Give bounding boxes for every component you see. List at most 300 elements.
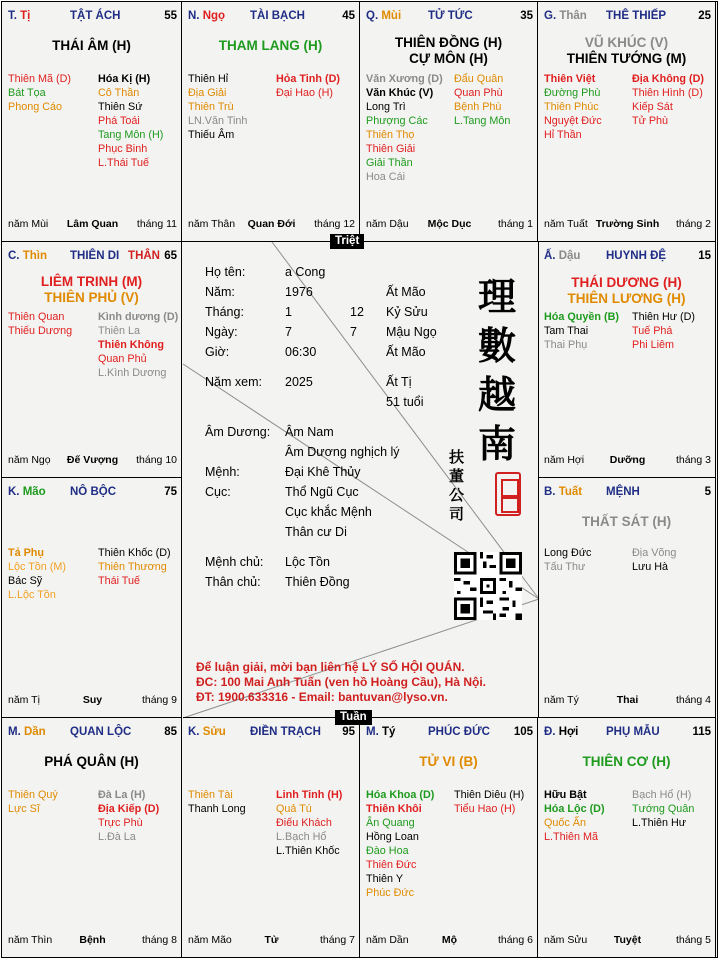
earthly-branch: Dậu: [558, 250, 581, 262]
palace-cell[interactable]: [182, 718, 360, 958]
minor-star: Tướng Quân: [632, 803, 695, 815]
menh-label: Mệnh:: [205, 465, 240, 479]
palace-stage: Mộ: [441, 934, 458, 946]
hour-lunar: Ất Mão: [386, 345, 426, 359]
contact-info: [196, 660, 536, 705]
minor-star: Đường Phù: [544, 87, 601, 99]
palace-position: [544, 250, 580, 262]
earthly-branch: Tị: [20, 10, 31, 22]
palace-month: tháng 9: [141, 694, 177, 706]
horoscope-chart: [1, 1, 718, 958]
minor-star: Quốc Ấn: [544, 817, 587, 829]
minor-star: Quan Phủ: [98, 353, 147, 365]
minor-star: Long Đức: [544, 547, 592, 559]
palace-position: [8, 10, 30, 22]
palace-year: năm Tị: [8, 694, 40, 706]
palace-header: [544, 726, 711, 742]
minor-stars-right: [98, 310, 178, 380]
triet-marker: Triệt: [330, 234, 364, 249]
palace-footer: [366, 934, 533, 948]
palace-footer: [8, 694, 177, 708]
minor-star: Địa Không (D): [632, 73, 704, 85]
callig-char-3: 越: [477, 372, 516, 417]
minor-star: Thiên Khốc (D): [98, 547, 171, 559]
main-stars: [2, 754, 181, 770]
palace-stage: Mộc Dục: [427, 218, 472, 230]
minor-star: Tuế Phá: [632, 325, 673, 337]
palace-position: [8, 486, 46, 498]
minor-star: Thiên Phúc: [544, 101, 599, 113]
palace-month: tháng 11: [136, 218, 177, 230]
palace-cell[interactable]: [2, 242, 182, 478]
minor-star: Trực Phù: [98, 817, 143, 829]
minor-stars-right: [454, 788, 524, 816]
month-lunar-number: 12: [350, 305, 364, 319]
minor-star: Thái Tuế: [98, 575, 141, 587]
hour-value: 06:30: [285, 345, 317, 359]
palace-footer: [8, 934, 177, 948]
palace-footer: [8, 218, 177, 232]
minor-star: Thiên Mã (D): [8, 73, 71, 85]
minor-star: Phượng Các: [366, 115, 428, 127]
palace-footer: [544, 454, 711, 468]
heavenly-stem: K.: [188, 726, 200, 738]
minor-stars-right: [276, 788, 342, 858]
earthly-branch: Ngọ: [202, 10, 226, 22]
minor-stars-left: [544, 546, 591, 574]
main-stars: [2, 38, 181, 54]
minor-star: Địa Võng: [632, 547, 677, 559]
palace-month: tháng 4: [675, 694, 711, 706]
main-stars: [360, 35, 537, 67]
minor-star: Địa Giải: [188, 87, 227, 99]
seal-side-text: 扶董公司: [449, 448, 465, 523]
age-text: 51 tuổi: [386, 395, 424, 409]
minor-star: Thiên Đức: [366, 859, 417, 871]
minor-stars-right: [98, 788, 159, 844]
palace-header: [8, 250, 177, 266]
minor-star: L.Thiên Khốc: [276, 845, 340, 857]
palace-position: [544, 10, 587, 22]
heavenly-stem: B.: [544, 486, 556, 498]
minor-star: Tử Phù: [632, 115, 669, 127]
minor-star: Kiếp Sát: [632, 101, 673, 113]
palace-age: 5: [704, 486, 711, 498]
main-star: CỰ MÔN (H): [409, 51, 488, 66]
month-lunar: Kỷ Sửu: [386, 305, 428, 319]
minor-star: Bác Sỹ: [8, 575, 43, 587]
palace-footer: [188, 218, 355, 232]
day-solar: 7: [285, 325, 292, 339]
main-stars: [182, 38, 359, 54]
minor-star: Linh Tinh (H): [276, 789, 343, 801]
earthly-branch: Dần: [23, 726, 46, 738]
cuc-note: Cục khắc Mệnh: [285, 505, 372, 519]
palace-age: 55: [164, 10, 177, 22]
heavenly-stem: K.: [8, 486, 20, 498]
qr-code-icon[interactable]: [454, 552, 522, 620]
view-year-label: Năm xem:: [205, 375, 262, 389]
palace-cell[interactable]: [360, 718, 538, 958]
palace-header: [8, 726, 177, 742]
minor-star: Thiên Thương: [98, 561, 167, 573]
minor-star: Phong Cáo: [8, 101, 63, 113]
main-stars: [538, 35, 715, 67]
palace-cell[interactable]: [538, 242, 716, 478]
minor-star: Thiên Quý: [8, 789, 58, 801]
palace-age: 35: [520, 10, 533, 22]
palace-cell[interactable]: [2, 718, 182, 958]
palace-year: năm Tuất: [544, 218, 588, 230]
year-lunar: Ất Mão: [386, 285, 426, 299]
minor-star: Kình dương (D): [98, 311, 179, 323]
palace-age: 95: [342, 726, 355, 738]
heavenly-stem: Đ.: [544, 726, 556, 738]
palace-stage: Trường Sinh: [595, 218, 660, 230]
heavenly-stem: Ấ.: [544, 250, 556, 262]
earthly-branch: Hợi: [558, 726, 579, 738]
minor-star: Văn Khúc (V): [366, 87, 434, 99]
minor-star: Bạch Hổ (H): [632, 789, 692, 801]
minor-star: Thiên Thọ: [366, 129, 415, 141]
palace-month: tháng 2: [675, 218, 711, 230]
palace-name: TẬT ÁCH: [70, 10, 121, 22]
minor-star: L.Tang Môn: [454, 115, 511, 127]
palace-stage: Tuyệt: [613, 934, 642, 946]
palace-year: năm Mão: [188, 934, 232, 946]
main-star: THẤT SÁT (H): [581, 514, 672, 529]
minor-stars-right: [632, 72, 704, 128]
palace-age: 65: [164, 250, 177, 262]
palace-name: PHỤ MẪU: [606, 726, 660, 738]
callig-char-1: 理: [477, 274, 516, 319]
palace-stage: Bệnh: [79, 934, 106, 946]
main-star: THIÊN PHỦ (V): [44, 290, 139, 305]
year-label: Năm:: [205, 285, 235, 299]
minor-stars-left: [544, 310, 619, 352]
heavenly-stem: N.: [188, 10, 200, 22]
minor-star: Long Trì: [366, 101, 406, 113]
minor-stars-left: [366, 72, 443, 184]
palace-footer: [188, 934, 355, 948]
than-chu-label: Thân chủ:: [205, 575, 261, 589]
minor-star: Thai Phụ: [544, 339, 588, 351]
palace-age: 115: [692, 726, 711, 738]
minor-star: Địa Kiếp (D): [98, 803, 160, 815]
palace-age: 45: [342, 10, 355, 22]
minor-star: Tiểu Hao (H): [454, 803, 516, 815]
month-solar: 1: [285, 305, 292, 319]
main-star: VŨ KHÚC (V): [584, 35, 669, 50]
minor-star: Thiên Y: [366, 873, 404, 885]
earthly-branch: Sửu: [202, 726, 226, 738]
minor-stars-left: [8, 788, 58, 816]
minor-star: Tam Thai: [544, 325, 589, 337]
center-panel: [183, 242, 539, 718]
heavenly-stem: C.: [8, 250, 20, 262]
minor-star: Thiên Tài: [188, 789, 233, 801]
minor-star: Hóa Quyền (B): [544, 311, 619, 323]
palace-year: năm Sửu: [544, 934, 588, 946]
minor-stars-right: [276, 72, 340, 100]
minor-star: Đà La (H): [98, 789, 146, 801]
main-star: THIÊN ĐỒNG (H): [394, 35, 503, 50]
palace-name: HUYNH ĐỆ: [606, 250, 667, 262]
minor-star: Phá Toái: [98, 115, 140, 127]
minor-star: Phúc Đức: [366, 887, 415, 899]
minor-star: Thiên Trù: [188, 101, 234, 113]
palace-position: [188, 10, 225, 22]
minor-stars-right: [98, 546, 171, 588]
minor-star: Hóa Khoa (D): [366, 789, 435, 801]
minor-star: Thiên Sứ: [98, 101, 143, 113]
palace-cell[interactable]: [2, 2, 182, 242]
amduong-note: Âm Dương nghịch lý: [285, 445, 400, 459]
palace-stage: Lâm Quan: [66, 218, 119, 230]
earthly-branch: Thân: [559, 10, 587, 22]
contact-line-1: Để luận giải, mời bạn liên hệ LÝ SỐ HỘI QUÁN.: [196, 660, 465, 674]
minor-star: Phục Binh: [98, 143, 148, 155]
minor-stars-right: [454, 72, 510, 128]
minor-star: L.Thiên Hư: [632, 817, 687, 829]
minor-star: Thiên La: [98, 325, 141, 337]
palace-name: QUAN LỘC: [70, 726, 132, 738]
palace-header: [8, 486, 177, 502]
minor-star: Lưu Hà: [632, 561, 669, 573]
palace-age: 105: [513, 726, 533, 738]
minor-star: L.Thái Tuế: [98, 157, 150, 169]
main-star: THAM LANG (H): [218, 38, 323, 53]
minor-star: Bát Tọa: [8, 87, 46, 99]
palace-header: [366, 726, 533, 742]
minor-star: LN.Văn Tinh: [188, 115, 248, 127]
minor-star: Thiếu Âm: [188, 129, 235, 141]
main-star: THIÊN TƯỚNG (M): [566, 51, 687, 66]
minor-star: Thiên Khôi: [366, 803, 422, 815]
palace-month: tháng 12: [314, 218, 355, 230]
cuc-value: Thổ Ngũ Cục: [285, 485, 359, 499]
palace-header: [366, 10, 533, 26]
heavenly-stem: Q.: [366, 10, 379, 22]
palace-year: năm Hợi: [544, 454, 585, 466]
palace-footer: [544, 218, 711, 232]
minor-star: Nguyệt Đức: [544, 115, 602, 127]
contact-line-3: ĐT: 1900.633316 - Email: bantuvan@lyso.vn.: [196, 690, 448, 704]
palace-month: tháng 1: [497, 218, 533, 230]
minor-star: Thanh Long: [188, 803, 246, 815]
minor-star: Thiên Diêu (H): [454, 789, 525, 801]
day-lunar: Mậu Ngọ: [386, 325, 437, 339]
palace-stage: Quan Đới: [247, 218, 296, 230]
palace-month: tháng 10: [136, 454, 177, 466]
minor-star: Thiên Quan: [8, 311, 65, 323]
minor-stars-left: [544, 788, 605, 844]
day-lunar-number: 7: [350, 325, 357, 339]
main-star: THIÊN LƯƠNG (H): [567, 291, 686, 306]
minor-star: Hồng Loan: [366, 831, 419, 843]
palace-name: MỆNH: [606, 486, 640, 498]
minor-star: Hữu Bật: [544, 789, 587, 801]
view-year-lunar: Ất Tị: [386, 375, 412, 389]
minor-star: Văn Xương (D): [366, 73, 443, 85]
minor-star: Đẩu Quân: [454, 73, 504, 85]
palace-name: NÔ BỘC: [70, 486, 116, 498]
palace-name: THÊ THIẾP: [606, 10, 667, 22]
tuan-marker: Tuần: [335, 710, 372, 725]
minor-star: Hoa Cái: [366, 171, 406, 183]
minor-star: Hỏa Tinh (D): [276, 73, 340, 85]
minor-star: Điếu Khách: [276, 817, 332, 829]
palace-cell[interactable]: [538, 478, 716, 718]
palace-header: [544, 486, 711, 502]
minor-star: Thiên Không: [98, 339, 164, 351]
palace-year: năm Ngọ: [8, 454, 51, 466]
hour-label: Giờ:: [205, 345, 230, 359]
minor-star: L.Bạch Hổ: [276, 831, 327, 843]
minor-stars-left: [8, 546, 66, 602]
cuc-label: Cục:: [205, 485, 231, 499]
main-stars: [2, 274, 181, 306]
main-star: THÁI ÂM (H): [52, 38, 131, 53]
palace-cell[interactable]: [182, 2, 360, 242]
minor-star: L.Lộc Tồn: [8, 589, 56, 601]
palace-year: năm Tý: [544, 694, 579, 706]
main-star: PHÁ QUÂN (H): [44, 754, 139, 769]
minor-star: Thiếu Dương: [8, 325, 73, 337]
palace-header: [188, 10, 355, 26]
amduong-value: Âm Nam: [285, 425, 334, 439]
minor-star: Thiên Giải: [366, 143, 416, 155]
day-label: Ngày:: [205, 325, 238, 339]
callig-char-4: 南: [477, 421, 516, 466]
palace-cell[interactable]: [538, 718, 716, 958]
palace-header: [8, 10, 177, 26]
main-star: THIÊN CƠ (H): [582, 754, 671, 769]
minor-stars-left: [366, 788, 434, 900]
palace-position: [8, 250, 47, 262]
view-year: 2025: [285, 375, 313, 389]
than-chu-value: Thiên Đồng: [285, 575, 350, 589]
minor-stars-left: [8, 72, 71, 114]
minor-star: Thiên Hư (D): [632, 311, 696, 323]
heavenly-stem: M.: [8, 726, 21, 738]
palace-footer: [544, 934, 711, 948]
main-stars: [538, 754, 715, 770]
palace-name: THIÊN DI: [70, 250, 120, 262]
palace-position: [366, 10, 401, 22]
minor-stars-left: [544, 72, 602, 142]
year-solar: 1976: [285, 285, 313, 299]
heavenly-stem: M.: [366, 726, 379, 738]
main-star: TỬ VI (B): [419, 754, 478, 769]
earthly-branch: Tuất: [558, 486, 583, 498]
minor-star: Giải Thần: [366, 157, 413, 169]
palace-header: [188, 726, 355, 742]
minor-star: Tả Phụ: [8, 547, 44, 559]
minor-star: Thiên Hình (D): [632, 87, 703, 99]
name-value: a Cong: [285, 265, 326, 279]
minor-star: Hóa Lộc (D): [544, 803, 605, 815]
palace-header: [544, 250, 711, 266]
calligraphy-logo: [469, 272, 525, 468]
palace-position: [544, 486, 582, 498]
main-stars: [538, 514, 715, 530]
than-marker: THÂN: [128, 250, 160, 262]
minor-star: Lộc Tồn (M): [8, 561, 67, 573]
minor-stars-right: [632, 546, 676, 574]
main-stars: [360, 754, 537, 770]
contact-line-2: ĐC: 100 Mai Anh Tuấn (ven hồ Hoàng Cầu), Hà Nội.: [196, 675, 487, 689]
minor-star: L.Kình Dương: [98, 367, 167, 379]
palace-year: năm Thìn: [8, 934, 53, 946]
palace-stage: Đế Vượng: [66, 454, 119, 466]
minor-star: Tấu Thư: [544, 561, 586, 573]
earthly-branch: Tý: [381, 726, 396, 738]
minor-star: L.Thiên Mã: [544, 831, 599, 843]
palace-cell[interactable]: [2, 478, 182, 718]
palace-age: 15: [698, 250, 711, 262]
month-label: Tháng:: [205, 305, 244, 319]
palace-month: tháng 3: [675, 454, 711, 466]
minor-star: Ân Quang: [366, 817, 415, 829]
minor-star: Đào Hoa: [366, 845, 409, 857]
minor-star: Bệnh Phù: [454, 101, 502, 113]
callig-char-2: 數: [477, 323, 516, 368]
palace-cell[interactable]: [360, 2, 538, 242]
palace-cell[interactable]: [538, 2, 716, 242]
main-star: THÁI DƯƠNG (H): [571, 275, 682, 290]
palace-name: TÀI BẠCH: [250, 10, 305, 22]
palace-stage: Suy: [82, 694, 103, 706]
palace-month: tháng 8: [141, 934, 177, 946]
main-star: LIÊM TRINH (M): [40, 274, 143, 289]
minor-stars-left: [188, 72, 247, 142]
palace-year: năm Dậu: [366, 218, 409, 230]
palace-month: tháng 6: [497, 934, 533, 946]
minor-stars-right: [98, 72, 163, 170]
minor-star: Thiên Việt: [544, 73, 596, 85]
heavenly-stem: T.: [8, 10, 17, 22]
palace-stage: Dưỡng: [609, 454, 646, 466]
palace-stage: Tử: [264, 934, 279, 946]
palace-footer: [544, 694, 711, 708]
palace-stage: Thai: [616, 694, 639, 706]
red-seal-stamp: [495, 472, 521, 516]
minor-stars-right: [632, 310, 695, 352]
palace-age: 85: [164, 726, 177, 738]
palace-footer: [8, 454, 177, 468]
palace-month: tháng 5: [675, 934, 711, 946]
heavenly-stem: G.: [544, 10, 557, 22]
minor-star: Quan Phù: [454, 87, 503, 99]
than-cu: Thân cư Di: [285, 525, 347, 539]
menh-chu-value: Lộc Tồn: [285, 555, 330, 569]
amduong-label: Âm Dương:: [205, 425, 271, 439]
minor-stars-left: [8, 310, 72, 338]
palace-age: 25: [698, 10, 711, 22]
main-stars: [538, 275, 715, 307]
palace-header: [544, 10, 711, 26]
minor-star: Đại Hao (H): [276, 87, 333, 99]
palace-month: tháng 7: [319, 934, 355, 946]
minor-star: Quả Tú: [276, 803, 312, 815]
palace-position: [8, 726, 46, 738]
minor-star: L.Đà La: [98, 831, 136, 843]
menh-value: Đại Khê Thủy: [285, 465, 361, 479]
palace-year: năm Mùi: [8, 218, 49, 230]
palace-position: [366, 726, 395, 738]
palace-name: PHÚC ĐỨC: [428, 726, 490, 738]
